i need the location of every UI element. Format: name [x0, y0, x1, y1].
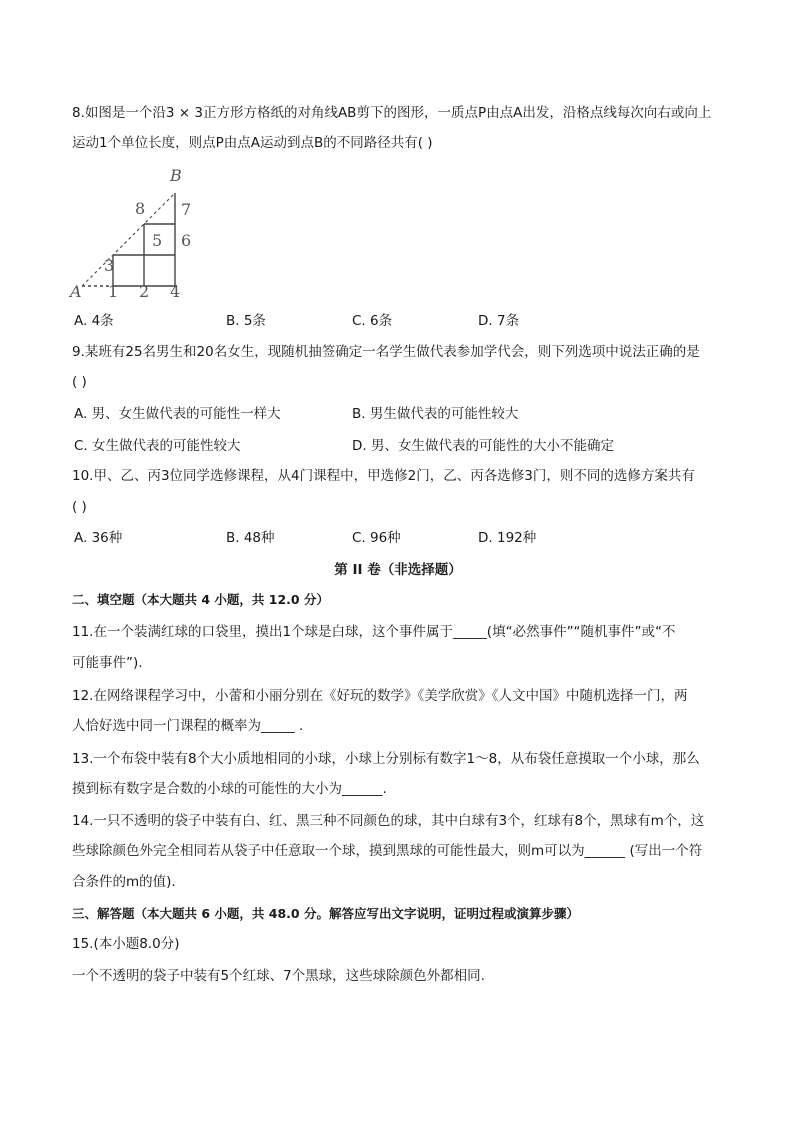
q8-option-c: C. 6条	[352, 313, 393, 329]
label-b: B	[170, 166, 182, 185]
q9-option-d: D. 男、女生做代表的可能性的大小不能确定	[352, 438, 614, 454]
q8-option-a: A. 4条	[74, 313, 114, 329]
q9-line1: 9.某班有25名男生和20名女生，现随机抽签确定一名学生做代表参加学代会，则下列选项中说法正确的是	[72, 344, 700, 360]
q10-option-c: C. 96种	[352, 530, 401, 546]
q11-line2: 可能事件”).	[72, 655, 143, 671]
q8-option-b: B. 5条	[226, 313, 266, 329]
q12-line1: 12.在网络课程学习中，小蕾和小丽分别在《好玩的数学》《美学欣赏》《人文中国》中随机选择一门，两	[72, 688, 688, 704]
count-6: 6	[181, 231, 192, 250]
q9-option-b: B. 男生做代表的可能性较大	[352, 406, 519, 422]
count-2: 2	[139, 282, 150, 301]
q15-line1: 15.(本小题8.0分)	[72, 936, 180, 952]
q14-line1: 14.一只不透明的袋子中装有白、红、黑三种不同颜色的球，其中白球有3个，红球有8个，黑球有m个，这	[72, 813, 705, 829]
q10-line2: ( )	[72, 499, 87, 515]
q10-option-a: A. 36种	[74, 530, 123, 546]
count-7: 7	[181, 200, 192, 219]
q8-line2: 运动1个单位长度，则点P由点A运动到点B的不同路径共有( )	[72, 135, 433, 151]
count-5: 5	[152, 231, 163, 250]
q9-option-a: A. 男、女生做代表的可能性一样大	[74, 406, 281, 422]
q15-line2: 一个不透明的袋子中装有5个红球、7个黑球，这些球除颜色外都相同.	[72, 968, 485, 984]
count-8: 8	[135, 199, 146, 218]
section2-heading: 二、填空题（本大题共 4 小题，共 12.0 分）	[72, 592, 329, 607]
count-1: 1	[108, 282, 119, 301]
label-a: A	[70, 282, 82, 301]
q13-line2: 摸到标有数字是合数的小球的可能性的大小为______.	[72, 781, 387, 797]
q12-line2: 人恰好选中同一门课程的概率为_____ .	[72, 718, 304, 734]
q8-line1: 8.如图是一个沿3 × 3正方形方格纸的对角线AB剪下的图形，一质点P由点A出发，沿格点线每次向右或向上	[72, 105, 712, 121]
q14-line2: 些球除颜色外完全相同若从袋子中任意取一个球，摸到黑球的可能性最大，则m可以为______ (写出一个符	[72, 843, 703, 859]
q14-line3: 合条件的m的值).	[72, 874, 176, 890]
q9-line2: ( )	[72, 374, 87, 390]
count-3: 3	[104, 256, 115, 275]
q10-line1: 10.甲、乙、丙3位同学选修课程，从4门课程中，甲选修2门，乙、丙各选修3门，则不同的选修方案共有	[72, 468, 695, 484]
q13-line1: 13.一个布袋中装有8个大小质地相同的小球，小球上分别标有数字1～8，从布袋任意摸取一个小球，那么	[72, 751, 700, 767]
section3-heading: 三、解答题（本大题共 6 小题，共 48.0 分。解答应写出文字说明，证明过程或演算步骤）	[72, 906, 579, 921]
exam-page	[72, 0, 724, 1123]
q8-option-d: D. 7条	[478, 313, 520, 329]
q10-option-d: D. 192种	[478, 530, 537, 546]
count-4: 4	[170, 282, 181, 301]
q11-line1: 11.在一个装满红球的口袋里，摸出1个球是白球，这个事件属于_____(填“必然事件”“随机事件”或“不	[72, 624, 676, 640]
q8-grid-figure	[72, 166, 202, 301]
part2-title: 第 II 卷（非选择题）	[334, 562, 462, 578]
q9-option-c: C. 女生做代表的可能性较大	[74, 438, 241, 454]
q10-option-b: B. 48种	[226, 530, 275, 546]
